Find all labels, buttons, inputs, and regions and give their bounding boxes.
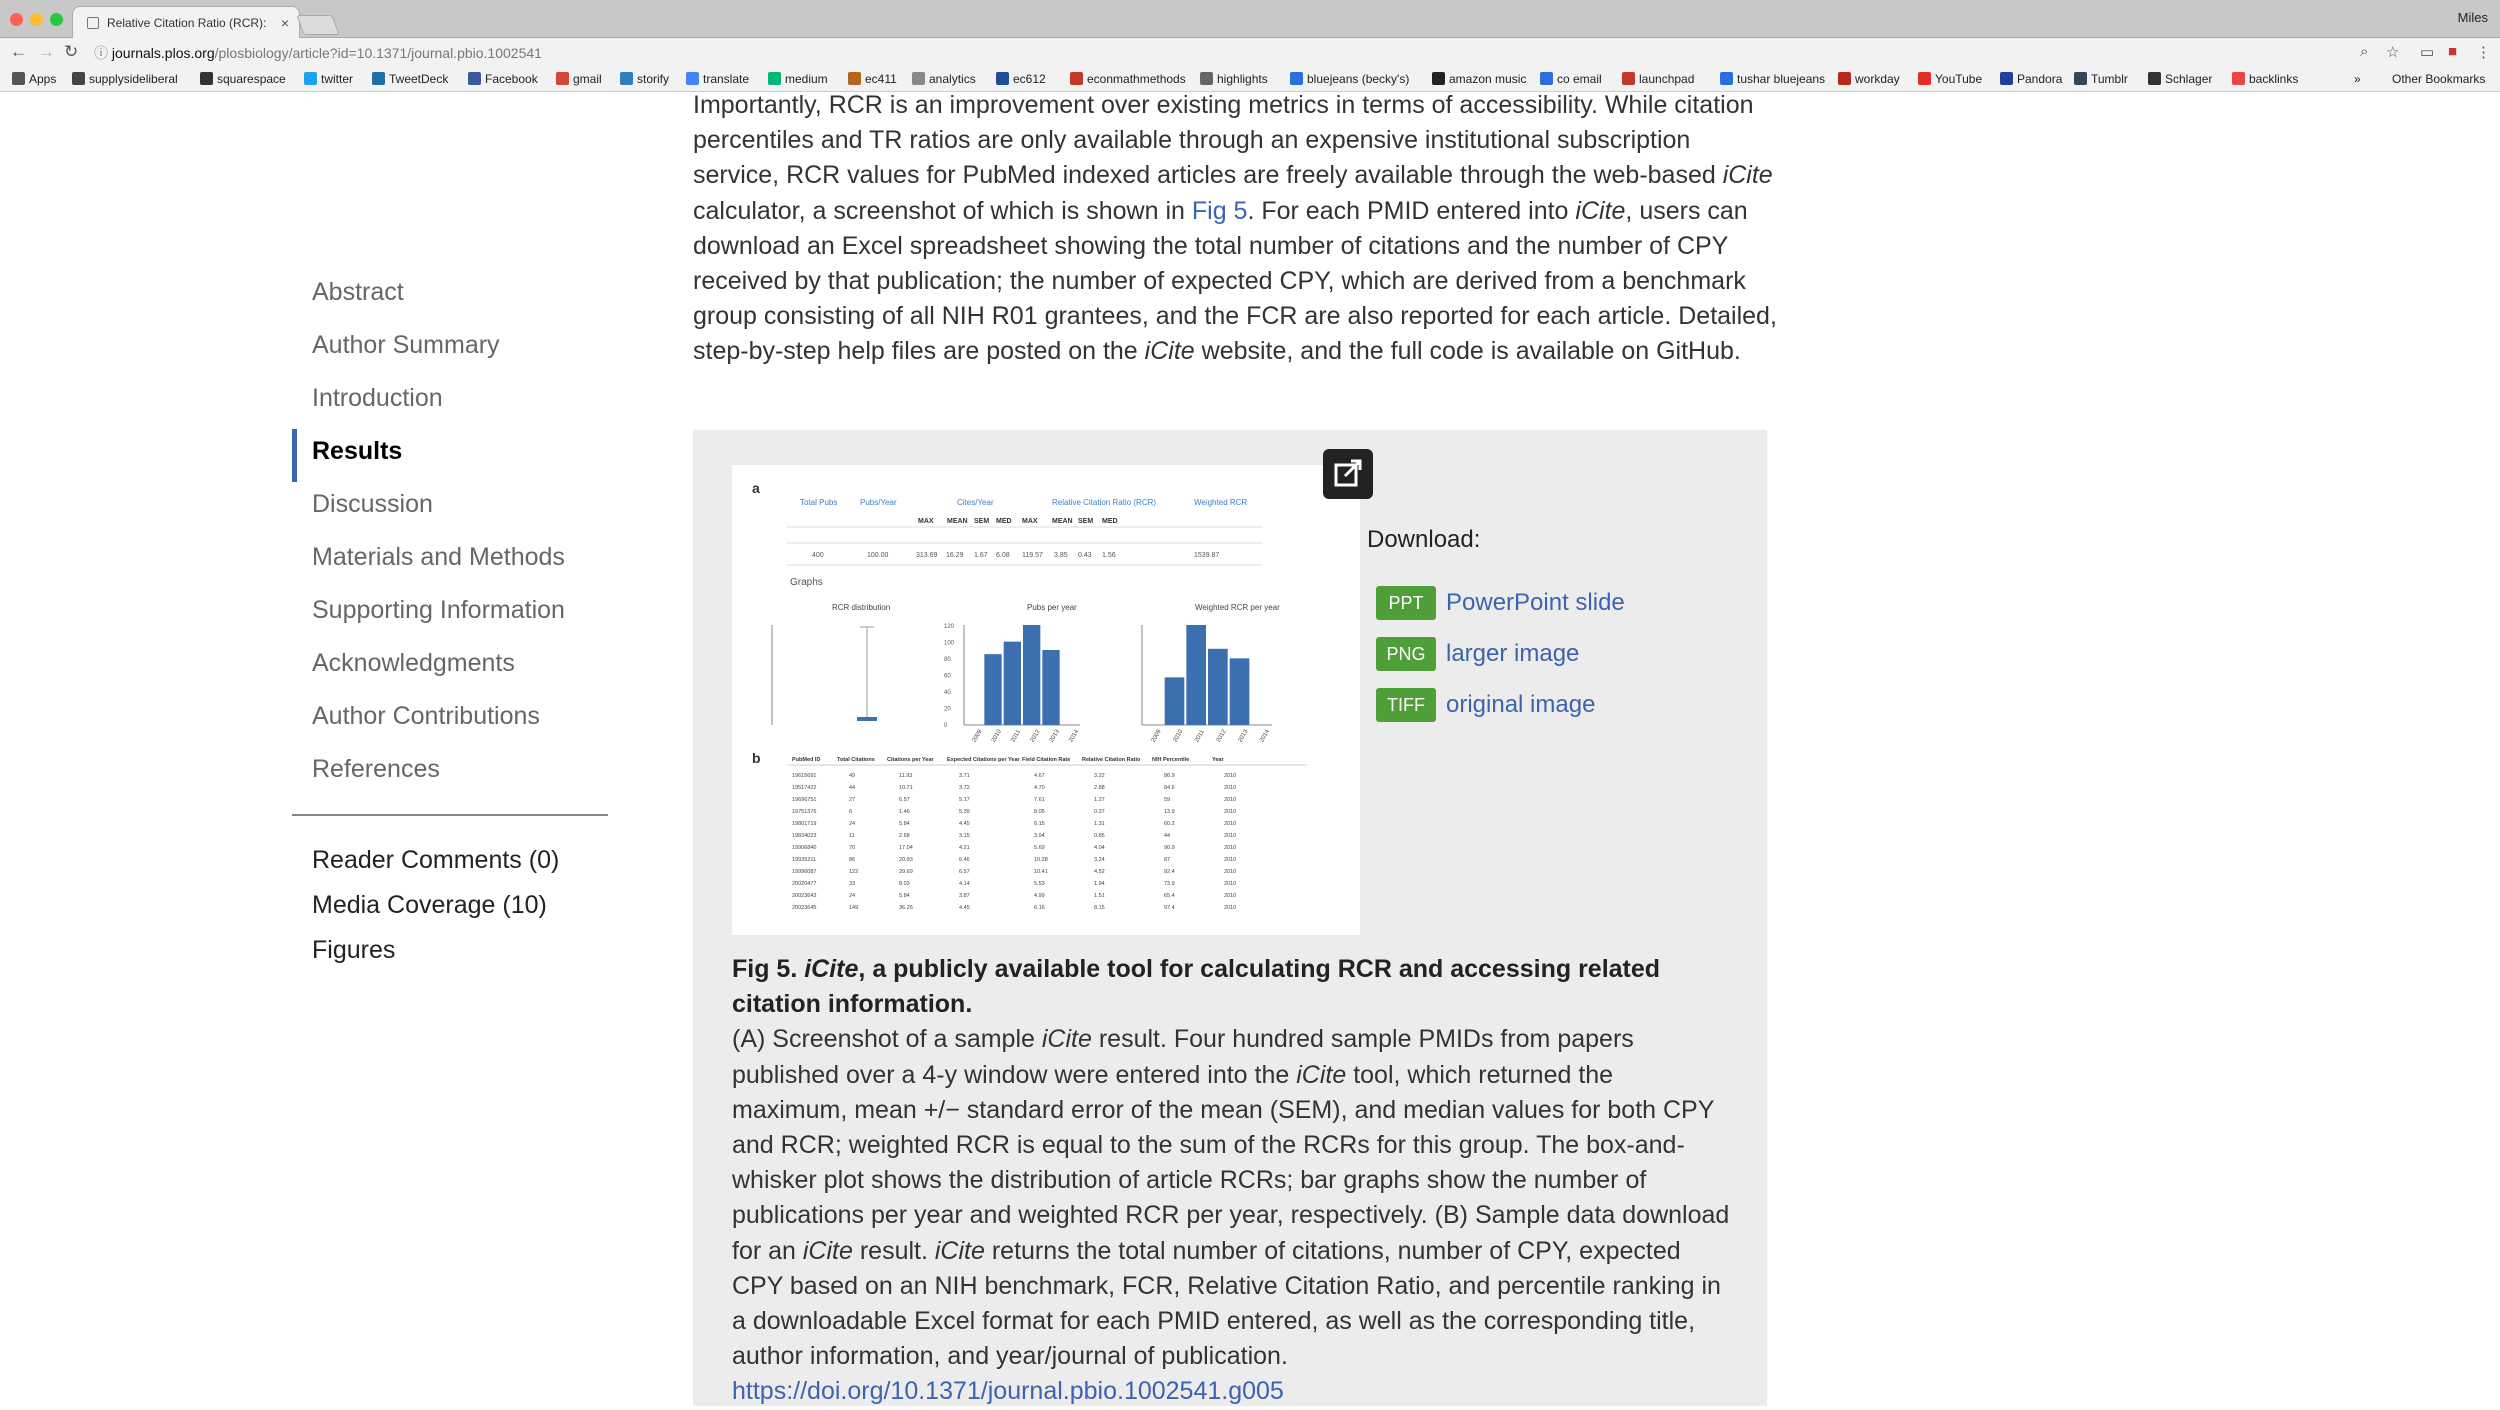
bar-2012 xyxy=(1208,649,1228,725)
table-cell: 19935211 xyxy=(792,857,817,863)
bookmark-item[interactable]: Apps xyxy=(12,72,56,86)
table-cell: 86.9 xyxy=(1164,773,1175,779)
sidebar-item-author-contributions[interactable]: Author Contributions xyxy=(312,702,540,730)
bookmark-item[interactable]: launchpad xyxy=(1622,72,1694,86)
summary-subheader: MEAN xyxy=(947,518,968,525)
bar-x-label: 2014 xyxy=(1068,728,1081,744)
bookmark-item[interactable]: squarespace xyxy=(200,72,286,86)
table-cell: 2010 xyxy=(1224,797,1237,803)
bar-2013 xyxy=(1042,650,1059,725)
bookmark-favicon-icon xyxy=(2148,72,2161,85)
summary-header: Relative Citation Ratio (RCR) xyxy=(1052,498,1157,507)
bookmark-item[interactable]: medium xyxy=(768,72,828,86)
table-cell: 90.9 xyxy=(1164,845,1175,851)
bar-2013 xyxy=(1230,658,1250,725)
bookmark-favicon-icon xyxy=(12,72,25,85)
table-header: Citations per Year xyxy=(887,757,934,763)
maximize-window-icon[interactable] xyxy=(50,13,63,26)
bookmark-item[interactable]: econmathmethods xyxy=(1070,72,1186,86)
tab-favicon-icon xyxy=(87,17,99,29)
table-header: Expected Citations per Year xyxy=(947,757,1020,763)
summary-subheader: MAX xyxy=(1022,518,1038,525)
table-header: Total Citations xyxy=(837,757,875,763)
bar-x-label: 2014 xyxy=(1259,728,1272,744)
bookmarks-overflow-icon[interactable]: » xyxy=(2354,72,2361,86)
sidebar-item-acknowledgments[interactable]: Acknowledgments xyxy=(312,649,515,677)
bookmark-item[interactable]: storify xyxy=(620,72,669,86)
table-cell: 59 xyxy=(1164,797,1171,803)
bookmark-favicon-icon xyxy=(1540,72,1553,85)
table-cell: 6.57 xyxy=(899,797,910,803)
article-text: , users can download an Excel spreadsheet showing the total number of citations and the number of CPY received by that publication; the number of expected CPY, which are derived from a benchmark group consisting of all NIH R01 grantees, and the FCR are also reported for each article. Detailed, step-by-step help files are posted on the xyxy=(693,196,1777,366)
table-cell: 13.9 xyxy=(1164,809,1175,815)
format-badge: PPT xyxy=(1376,586,1436,620)
format-badge: PNG xyxy=(1376,637,1436,671)
table-cell: 8.15 xyxy=(1094,905,1105,911)
bookmark-item[interactable]: amazon music xyxy=(1432,72,1526,86)
summary-value: 6.08 xyxy=(996,552,1010,559)
bookmark-favicon-icon xyxy=(2000,72,2013,85)
table-cell: 2010 xyxy=(1224,773,1237,779)
bookmark-item[interactable]: gmail xyxy=(556,72,602,86)
bookmark-item[interactable]: Tumblr xyxy=(2074,72,2128,86)
table-header: Field Citation Rate xyxy=(1022,757,1071,763)
address-bar[interactable] xyxy=(94,42,2344,64)
table-cell: 4.52 xyxy=(1094,869,1105,875)
download-tiff-button[interactable] xyxy=(1376,688,1595,722)
bar-x-label: 2011 xyxy=(1194,729,1206,744)
download-ppt-button[interactable] xyxy=(1376,586,1625,620)
table-cell: 49 xyxy=(849,773,856,779)
table-cell: 5.53 xyxy=(1034,881,1045,887)
bookmark-item[interactable]: Schlager xyxy=(2148,72,2212,86)
summary-value: 313.69 xyxy=(916,552,938,559)
table-cell: 19615691 xyxy=(792,773,817,779)
table-cell: 2010 xyxy=(1224,845,1237,851)
sidebar-link-1[interactable]: Media Coverage (10) xyxy=(312,891,547,919)
bookmark-item[interactable]: ec411 xyxy=(848,72,897,86)
article-text: Importantly, RCR is an improvement over existing metrics in terms of accessibility. While citation percentiles and TR ratios are only available through an expensive institutional subscription service, RCR values for PubMed indexed articles are freely available through the web-based xyxy=(693,91,1754,190)
table-cell: 3.15 xyxy=(959,833,970,839)
bookmark-item[interactable]: tushar bluejeans xyxy=(1720,72,1825,86)
bar-2010 xyxy=(1165,677,1185,725)
figure-caption: Fig 5. iCite, a publicly available tool for calculating RCR and accessing related citation information. (A) Screenshot of a sample iCite result. Four hundred sample PMIDs from papers published over a 4-y window were entered into the iCite tool, which returned the maximum, mean +/− standard error of the mean (SEM), and median values for both CPY and RCR; weighted RCR is equal to the sum of the RCRs for this group. The box-and-whisker plot shows the distribution of article RCRs; bar graphs show the number of publications per year and weighted RCR per year, respectively. (B) Sample data download for an iCite result. iCite returns the total number of citations, number of CPY, expected CPY based on an NIH benchmark, FCR, Relative Citation Ratio, and percentile ranking in a downloadable Excel format for each PMID entered, as well as the corresponding title, author information, and year/journal of publication. https://doi.org/10.1371/journal.pbio.1002541.g005 xyxy=(732,952,1732,1410)
sidebar-item-author-summary[interactable]: Author Summary xyxy=(312,331,500,359)
table-cell: 20023645 xyxy=(792,905,817,911)
bookmark-item[interactable]: YouTube xyxy=(1918,72,1982,86)
table-cell: 60.2 xyxy=(1164,821,1175,827)
format-badge: TIFF xyxy=(1376,688,1436,722)
table-cell: 87 xyxy=(1164,857,1171,863)
bookmark-item[interactable]: workday xyxy=(1838,72,1900,86)
table-cell: 19834023 xyxy=(792,833,817,839)
table-cell: 2010 xyxy=(1224,857,1237,863)
table-cell: 33 xyxy=(849,881,856,887)
panel-a-label: a xyxy=(752,480,760,496)
extension-red-icon[interactable]: ■ xyxy=(2448,43,2458,60)
bookmark-favicon-icon xyxy=(468,72,481,85)
bookmark-favicon-icon xyxy=(1290,72,1303,85)
bar-x-label: 2012 xyxy=(1029,728,1042,744)
forward-icon[interactable]: → xyxy=(38,42,55,61)
bookmark-favicon-icon xyxy=(996,72,1009,85)
table-cell: 97.4 xyxy=(1164,905,1175,911)
url-host: journals.plos.org xyxy=(111,45,215,61)
sidebar-item-discussion[interactable]: Discussion xyxy=(312,490,433,518)
table-cell: 92.4 xyxy=(1164,869,1175,875)
table-cell: 5.84 xyxy=(899,821,910,827)
table-cell: 10.71 xyxy=(899,785,913,791)
table-cell: 29.69 xyxy=(899,869,913,875)
bar-2010 xyxy=(984,654,1001,725)
bookmark-favicon-icon xyxy=(556,72,569,85)
summary-value: 1.67 xyxy=(974,552,988,559)
browser-tab[interactable] xyxy=(72,6,300,39)
table-cell: 4.04 xyxy=(1094,845,1105,851)
table-cell: 24 xyxy=(849,821,856,827)
bookmark-favicon-icon xyxy=(1622,72,1635,85)
table-cell: 1.94 xyxy=(1094,881,1105,887)
bar-x-label: 2009 xyxy=(971,728,984,744)
table-cell: 2010 xyxy=(1224,905,1237,911)
table-cell: 4.14 xyxy=(959,881,970,887)
table-cell: 3.71 xyxy=(959,773,970,779)
table-cell: 44 xyxy=(849,785,856,791)
table-cell: 5.84 xyxy=(899,893,910,899)
table-cell: 19517422 xyxy=(792,785,817,791)
expand-figure-button[interactable] xyxy=(1323,449,1373,499)
summary-subheader: SEM xyxy=(1078,518,1094,525)
bookmark-item[interactable]: translate xyxy=(686,72,749,86)
bookmark-favicon-icon xyxy=(2232,72,2245,85)
table-cell: 122 xyxy=(849,869,859,875)
summary-subheader: MED xyxy=(996,518,1012,525)
sidebar-item-materials-and-methods[interactable]: Materials and Methods xyxy=(312,543,565,571)
bookmark-favicon-icon xyxy=(304,72,317,85)
table-cell: 2010 xyxy=(1224,785,1237,791)
bar-x-label: 2010 xyxy=(991,728,1003,744)
article-text: website, and the full code is available on GitHub. xyxy=(1194,337,1741,366)
table-cell: 5.69 xyxy=(1034,845,1045,851)
table-cell: 27 xyxy=(849,797,856,803)
table-cell: 3.72 xyxy=(959,785,970,791)
tab-close-icon[interactable]: × xyxy=(280,15,289,31)
bookmark-item[interactable]: Facebook xyxy=(468,72,538,86)
summary-subheader: MAX xyxy=(918,518,934,525)
sidebar-item-results[interactable]: Results xyxy=(292,429,608,482)
icite-term: iCite xyxy=(1144,337,1195,366)
info-icon[interactable]: ⓘ xyxy=(94,45,112,61)
y-tick-label: 80 xyxy=(944,657,951,663)
table-cell: 20020477 xyxy=(792,881,817,887)
table-cell: 11 xyxy=(849,833,855,839)
expand-icon xyxy=(1323,449,1373,499)
table-cell: 6.15 xyxy=(1034,821,1045,827)
table-cell: 10.28 xyxy=(1034,857,1048,863)
table-cell: 65.4 xyxy=(1164,893,1175,899)
table-cell: 1.27 xyxy=(1094,797,1105,803)
table-cell: 70 xyxy=(849,845,856,851)
bookmark-favicon-icon xyxy=(1200,72,1213,85)
summary-value: 400 xyxy=(812,552,824,559)
other-bookmarks-folder[interactable]: Other Bookmarks xyxy=(2392,72,2486,86)
table-cell: 44 xyxy=(1164,833,1171,839)
download-label: original image xyxy=(1446,691,1596,718)
sidebar-divider xyxy=(292,814,608,816)
table-cell: 2010 xyxy=(1224,809,1237,815)
table-cell: 8.05 xyxy=(1034,809,1045,815)
summary-value: 1.56 xyxy=(1102,552,1116,559)
article-paragraph xyxy=(693,88,1783,370)
table-cell: 5.39 xyxy=(959,809,970,815)
table-cell: 11.93 xyxy=(899,773,913,779)
bar-2011 xyxy=(1004,642,1021,725)
table-cell: 2010 xyxy=(1224,893,1237,899)
article-text: calculator, a screenshot of which is shown in xyxy=(693,196,1192,225)
table-header: PubMed ID xyxy=(792,757,821,763)
bookmark-favicon-icon xyxy=(200,72,213,85)
download-heading: Download: xyxy=(1367,526,1481,553)
bar-x-label: 2013 xyxy=(1049,728,1061,744)
table-cell: 20.93 xyxy=(899,857,913,863)
download-label: larger image xyxy=(1446,640,1580,667)
sidebar-item-supporting-information[interactable]: Supporting Information xyxy=(312,596,565,624)
table-cell: 1.51 xyxy=(1094,893,1105,899)
sidebar-item-introduction[interactable]: Introduction xyxy=(312,384,443,412)
table-cell: 17.04 xyxy=(899,845,913,851)
table-cell: 149 xyxy=(849,905,859,911)
table-cell: 0.85 xyxy=(1094,833,1105,839)
bookmark-favicon-icon xyxy=(1070,72,1083,85)
table-cell: 6 xyxy=(849,809,853,815)
table-cell: 4.99 xyxy=(1034,893,1045,899)
summary-value: 1539.87 xyxy=(1194,552,1220,559)
table-cell: 1.46 xyxy=(899,809,910,815)
minimize-window-icon[interactable] xyxy=(30,13,43,26)
graph-title: Weighted RCR per year xyxy=(1195,603,1280,612)
figure-image[interactable] xyxy=(732,465,1360,935)
doi-link[interactable]: https://doi.org/10.1371/journal.pbio.1002541.g005 xyxy=(732,1377,1284,1406)
table-cell: 20023643 xyxy=(792,893,817,899)
summary-value: 119.57 xyxy=(1022,552,1043,559)
table-header: Relative Citation Ratio xyxy=(1082,757,1141,763)
table-cell: 3.22 xyxy=(1094,773,1105,779)
y-tick-label: 100 xyxy=(944,640,955,647)
tab-title: Relative Citation Ratio (RCR): xyxy=(107,16,267,30)
bookmark-item[interactable]: supplysideliberal xyxy=(72,72,178,86)
table-cell: 73.9 xyxy=(1164,881,1175,887)
summary-header: Pubs/Year xyxy=(860,498,897,507)
bookmark-favicon-icon xyxy=(768,72,781,85)
table-cell: 4.67 xyxy=(1034,773,1045,779)
table-cell: 8.03 xyxy=(899,881,910,887)
graph-title: RCR distribution xyxy=(832,603,891,612)
table-cell: 3.87 xyxy=(959,893,970,899)
y-tick-label: 120 xyxy=(944,624,955,630)
new-tab-button[interactable] xyxy=(296,15,339,35)
bookmark-item[interactable]: highlights xyxy=(1200,72,1268,86)
icite-screenshot xyxy=(732,465,1360,935)
table-cell: 84.6 xyxy=(1164,785,1175,791)
summary-value: 0.43 xyxy=(1078,552,1092,559)
bookmark-item[interactable]: TweetDeck xyxy=(372,72,448,86)
summary-value: 100.00 xyxy=(867,552,889,559)
bookmark-favicon-icon xyxy=(1838,72,1851,85)
summary-header: Total Pubs xyxy=(800,498,838,507)
table-cell: 3.94 xyxy=(1034,833,1045,839)
sidebar-item-references[interactable]: References xyxy=(312,755,440,783)
table-cell: 19696751 xyxy=(792,797,817,803)
sidebar-link-2[interactable]: Figures xyxy=(312,936,396,964)
table-cell: 19801719 xyxy=(792,821,817,827)
bookmark-item[interactable]: backlinks xyxy=(2232,72,2298,86)
bookmark-favicon-icon xyxy=(912,72,925,85)
icite-term: iCite xyxy=(1722,161,1773,190)
bookmark-favicon-icon xyxy=(686,72,699,85)
close-window-icon[interactable] xyxy=(10,13,23,26)
bar-x-label: 2009 xyxy=(1150,728,1163,744)
sidebar-link-0[interactable]: Reader Comments (0) xyxy=(312,846,560,874)
download-png-button[interactable] xyxy=(1376,637,1579,671)
summary-subheader: MED xyxy=(1102,518,1118,525)
extension-icon[interactable]: ▭ xyxy=(2420,44,2435,61)
fig5-link[interactable]: Fig 5 xyxy=(1191,196,1248,225)
browser-toolbar xyxy=(0,38,2500,68)
back-icon[interactable]: ← xyxy=(10,42,27,61)
bar-x-label: 2011 xyxy=(1010,729,1022,744)
bookmark-favicon-icon xyxy=(620,72,633,85)
y-tick-label: 0 xyxy=(944,723,948,729)
table-cell: 7.61 xyxy=(1034,797,1045,803)
table-cell: 19996087 xyxy=(792,869,817,875)
bookmark-favicon-icon xyxy=(1432,72,1445,85)
table-cell: 10.41 xyxy=(1034,869,1048,875)
bookmark-item[interactable]: co email xyxy=(1540,72,1602,86)
browser-titlebar xyxy=(0,0,2500,38)
figure-panel xyxy=(693,430,1767,1406)
table-cell: 1.31 xyxy=(1094,821,1105,827)
y-tick-label: 40 xyxy=(944,690,951,696)
summary-value: 16.29 xyxy=(946,552,964,559)
bookmark-favicon-icon xyxy=(372,72,385,85)
bookmark-favicon-icon xyxy=(1720,72,1733,85)
table-cell: 2010 xyxy=(1224,833,1237,839)
bookmark-favicon-icon xyxy=(2074,72,2087,85)
bookmark-item[interactable]: analytics xyxy=(912,72,976,86)
table-cell: 6.57 xyxy=(959,869,970,875)
table-cell: 0.27 xyxy=(1094,809,1105,815)
article-sidebar xyxy=(292,270,608,977)
table-cell: 36.26 xyxy=(899,905,913,911)
y-tick-label: 20 xyxy=(944,706,951,713)
bar-2012 xyxy=(1023,625,1040,725)
table-cell: 2010 xyxy=(1224,821,1237,827)
download-label: PowerPoint slide xyxy=(1446,589,1625,616)
bar-x-label: 2013 xyxy=(1237,728,1250,744)
table-cell: 4.21 xyxy=(959,845,970,851)
icite-term: iCite xyxy=(1575,196,1626,225)
bookmark-favicon-icon xyxy=(72,72,85,85)
table-cell: 6.46 xyxy=(959,857,970,863)
table-cell: 19751376 xyxy=(792,809,817,815)
table-cell: 24 xyxy=(849,893,856,899)
summary-value: 3.85 xyxy=(1054,552,1068,559)
table-cell: 5.17 xyxy=(959,797,970,803)
graph-title: Pubs per year xyxy=(1027,603,1077,612)
bookmark-item[interactable]: ec612 xyxy=(996,72,1046,86)
table-cell: 2010 xyxy=(1224,869,1237,875)
bookmark-favicon-icon xyxy=(1918,72,1931,85)
bar-2011 xyxy=(1186,625,1206,725)
summary-subheader: MEAN xyxy=(1052,518,1073,525)
reload-icon[interactable]: ↻ xyxy=(64,42,79,61)
table-cell: 86 xyxy=(849,857,856,863)
summary-header: Weighted RCR xyxy=(1194,498,1248,507)
rcr-boxplot xyxy=(772,625,877,725)
bar-x-label: 2012 xyxy=(1215,728,1228,744)
bookmark-star-icon[interactable]: ☆ xyxy=(2386,44,2400,61)
y-tick-label: 60 xyxy=(944,673,951,680)
summary-header: Cites/Year xyxy=(957,498,994,507)
table-cell: 4.45 xyxy=(959,821,970,827)
table-cell: 3.24 xyxy=(1094,857,1105,863)
summary-subheader: SEM xyxy=(974,518,990,525)
table-cell: 6.16 xyxy=(1034,905,1045,911)
table-header: Year xyxy=(1212,757,1224,763)
table-cell: 2010 xyxy=(1224,881,1237,887)
menu-icon[interactable]: ⋮ xyxy=(2476,44,2491,61)
bookmark-item[interactable]: bluejeans (becky's) xyxy=(1290,72,1409,86)
table-cell: 2.88 xyxy=(1094,785,1105,791)
table-cell: 4.70 xyxy=(1034,785,1045,791)
article-text: . For each PMID entered into xyxy=(1247,196,1576,225)
bookmark-item[interactable]: Pandora xyxy=(2000,72,2062,86)
table-cell: 19906840 xyxy=(792,845,817,851)
table-cell: 2.68 xyxy=(899,833,910,839)
bar-x-label: 2010 xyxy=(1172,728,1185,744)
bookmark-favicon-icon xyxy=(848,72,861,85)
graphs-label: Graphs xyxy=(790,577,823,588)
table-header: NIH Percentile xyxy=(1152,757,1190,763)
zoom-icon[interactable]: ⌕ xyxy=(2360,43,2369,60)
caption-title: Fig 5. iCite, a publicly available tool for calculating RCR and accessing related citation information. xyxy=(732,955,1661,1019)
sidebar-item-abstract[interactable]: Abstract xyxy=(312,278,404,306)
url-path: /plosbiology/article?id=10.1371/journal.pbio.1002541 xyxy=(214,45,542,61)
panel-b-label: b xyxy=(752,750,761,766)
bookmark-item[interactable]: twitter xyxy=(304,72,353,86)
table-cell: 4.45 xyxy=(959,905,970,911)
profile-name[interactable]: Miles xyxy=(2457,10,2488,25)
